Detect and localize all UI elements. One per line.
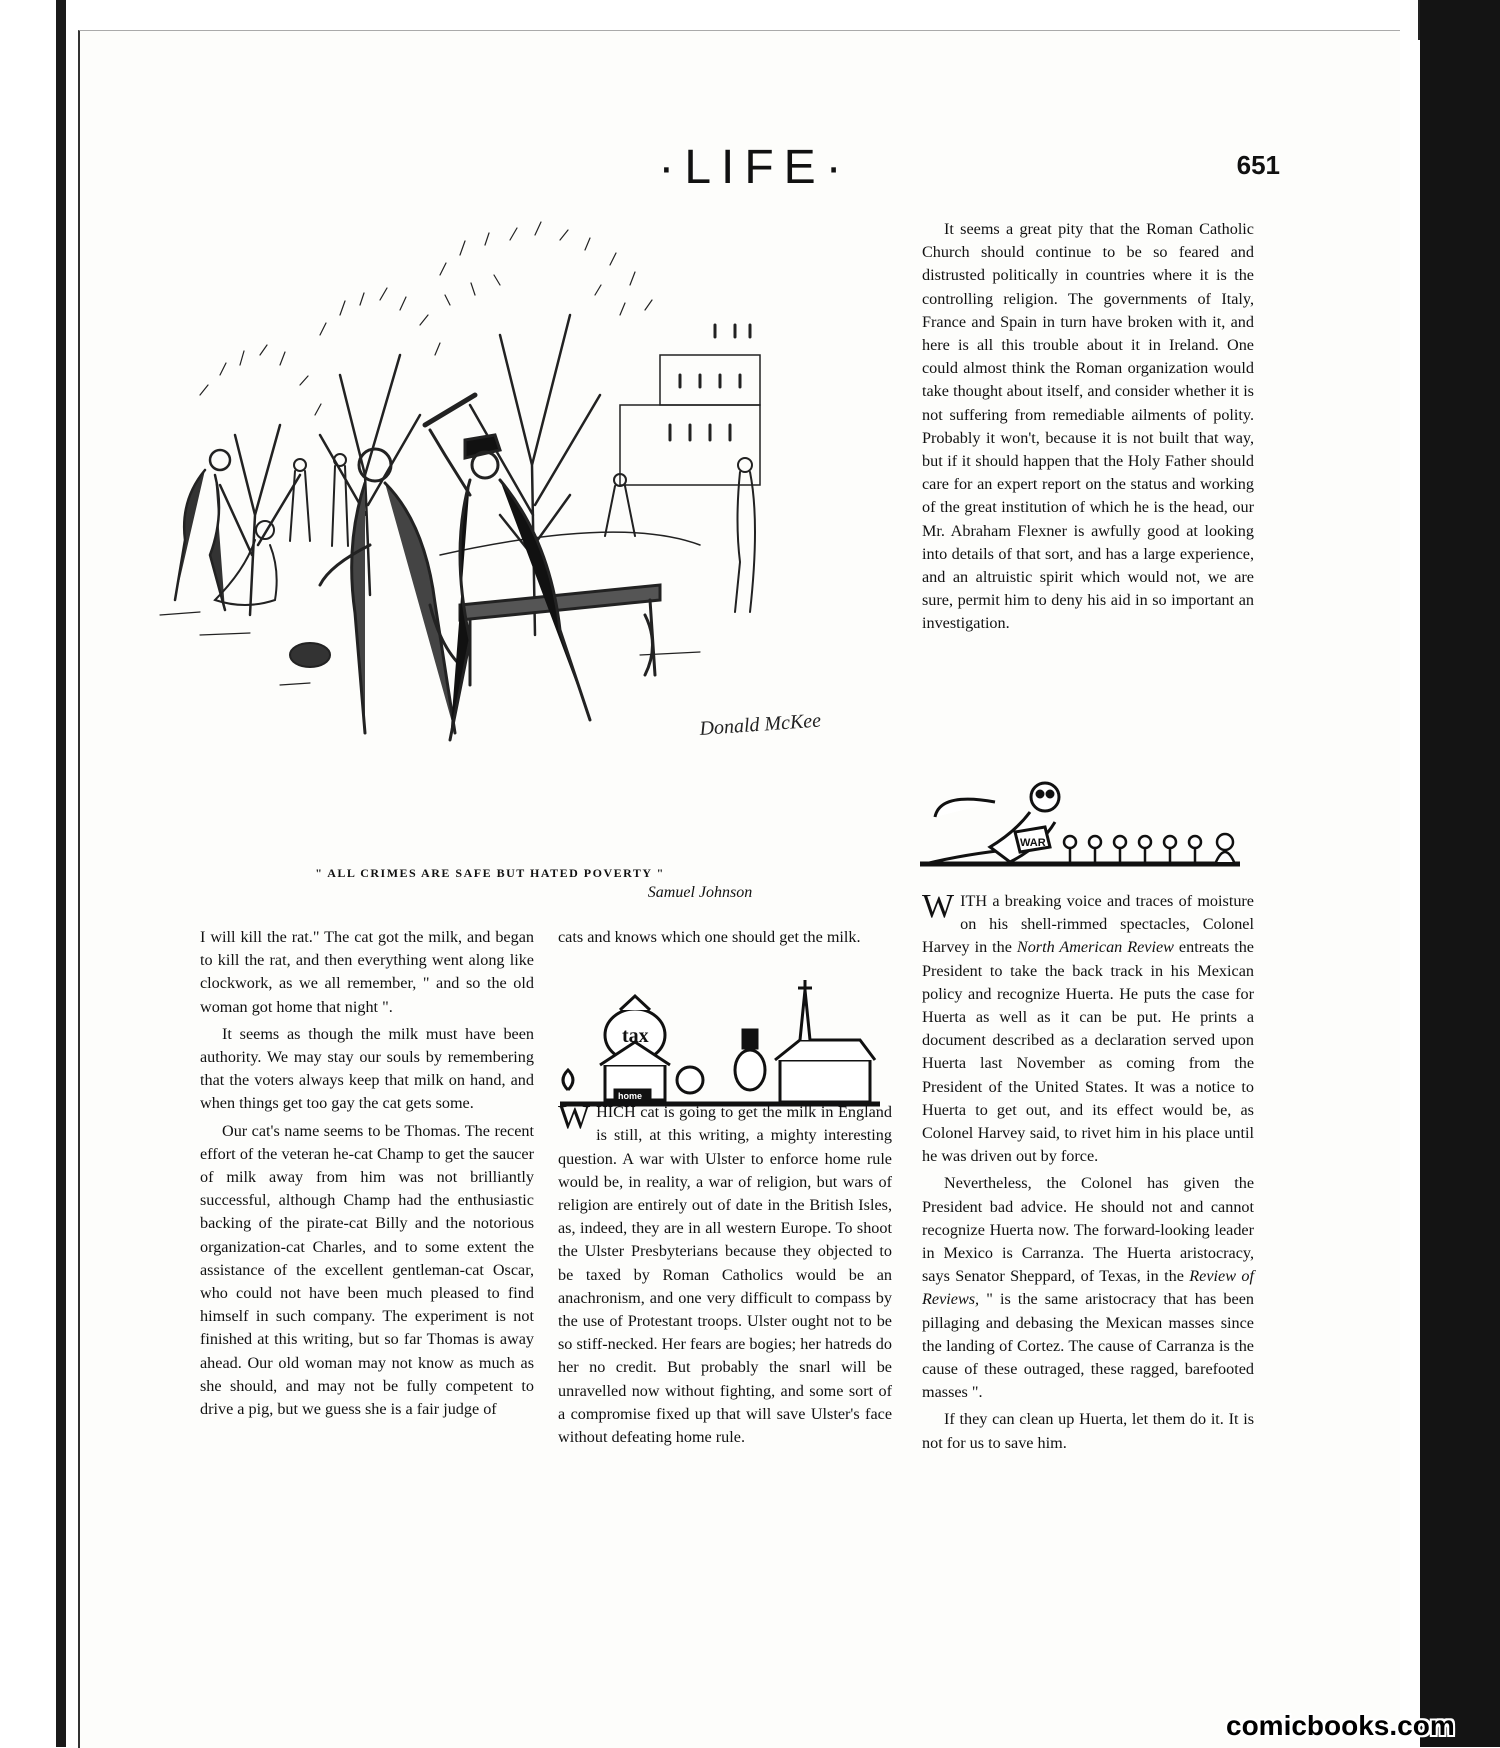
site-watermark: comicbooks.com <box>1226 1710 1455 1741</box>
right-paragraph-4: If they can clean up Huerta, let them do it. It is not for us to save him. <box>922 1410 1254 1452</box>
right-paragraph-2: WITH a breaking voice and traces of moisture on his shell-rimmed spectacles, Colonel Harvey in the North American Review entreats the President to take the back track in his Mexican policy and recognize Huerta. He puts the case for Huerta as well as it can be put. He prints a document described as a declaration served upon Huerta last November as coming from the President of the United States. It was a notice to Huerta to get out, and its effect would be, as Colonel Harvey said, to rivet him in his place until he was driven out by force. <box>922 888 1254 1166</box>
dropcap-w-right: W <box>922 888 955 925</box>
north-american-review: North American Review <box>1016 938 1174 957</box>
page-number: 651 <box>1236 150 1280 180</box>
war-skeleton-decoration <box>920 772 1250 880</box>
house-label: home <box>618 1091 643 1101</box>
masthead: ·LIFE· <box>658 141 852 194</box>
fallen-woman <box>215 521 277 605</box>
right-paragraph-3: Nevertheless, the Colonel has given the President bad advice. He should not and cannot recognize Huerta now. The forward-looking leader in Mexico is Carranza. The Huerta aristocracy, says Senator Sheppard, of Texas, in the Review of Reviews, " is the same aristocracy that has been pillaging and debasing the Mexican masses since the landing of Cortez. The cause of Carranza is the cause of these outraged, these ragged, barefooted masses ". <box>922 1174 1255 1402</box>
tree-foliage-strokes <box>200 222 652 415</box>
middle-paragraph-2: WHICH cat is going to get the milk in England is still, at this writing, a mighty interesting question. A war with Ulster to enforce home rule would be, in reality, a war of religion, but wars of religion are entirely out of date in the British Isles, as, indeed, they are in all western Europe. To shoot the Ulster Presbyterians because they objected to be taxed by Roman Catholics would be an anachronism, and one very difficult to compass by the use of Protestant troops. Ulster ought not to be so stiff-necked. Her fears are bogies; her hatreds do her no credit. But probably the snarl will be unravelled now without fighting, and some sort of a compromise fixed up that will save Ulster's face without defeating home rule. <box>558 1099 892 1447</box>
skeleton-label: WAR <box>1020 837 1046 849</box>
caption-attribution: Samuel Johnson <box>647 884 753 901</box>
left-paragraph-2: It seems as though the milk must have been authority. We may stay our souls by remembering that the voters always keep that milk on hand, and when things get too gay the cat gets some. <box>200 1024 534 1113</box>
cartoon-caption: " ALL CRIMES ARE SAFE BUT HATED POVERTY " <box>315 866 665 880</box>
policeman-figure <box>425 395 590 740</box>
left-column <box>200 926 534 1421</box>
left-paragraph-3: Our cat's name seems to be Thomas. The recent effort of the veteran he-cat Champ to get the saucer of milk away from him was not brilliantly successful, although Champ had the enthusiastic backing of the pirate-cat Billy and the notorious organization-cat Charles, and to some extent the assistance of the excellent gentleman-cat Oscar, who could not have been much pleased to find himself in such company. The experiment is not finished at this writing, but so far Thomas is away ahead. Our old woman may not know as much as she should, and may not be fully competent to drive a pig, but we guess she is a fair judge of <box>200 1121 534 1419</box>
old-man-figure <box>320 449 460 733</box>
scan-binding-edge <box>0 0 78 1747</box>
review-of-reviews: Review of Reviews, <box>922 1267 1255 1309</box>
dropcap-w: W <box>558 1099 591 1137</box>
dropped-hat <box>290 643 330 667</box>
scan-dark-margin <box>1420 0 1500 1747</box>
bag-label: tax <box>622 1025 649 1047</box>
cartoon-illustration <box>140 215 900 855</box>
left-paragraph-1: I will kill the rat." The cat got the milk, and began to kill the rat, and then everything went along like clockwork, as we all remember, " and so the old woman got home that night ". <box>200 928 534 1016</box>
artist-signature: Donald McKee <box>698 709 822 740</box>
right-paragraph-1: It seems a great pity that the Roman Catholic Church should continue to be so feared and distrusted politically in countries where it is the controlling religion. The governments of Italy, France and Spain in turn have broken with it, and here is all this trouble about it in Ireland. One could almost think the Roman organization would take thought about itself, and consider whether it is not suffering from remediable ailments of polity. Probably it won't, because it is not built that way, but if it should happen that the Holy Father should care for an expert report on the status and working of the great institution of which he is the head, our Mr. Abraham Flexner is awfully good at looking into details of that sort, and has a large experience, and an altruistic spirit which would not, we are sure, permit him to deny his aid in so important an investigation. <box>922 220 1254 633</box>
middle-paragraph-1: cats and knows which one should get the milk. <box>558 928 861 946</box>
tax-home-decoration <box>560 980 890 1120</box>
right-column-bottom <box>922 890 1254 1455</box>
right-column-top <box>922 218 1254 636</box>
bystander-left <box>175 450 230 610</box>
